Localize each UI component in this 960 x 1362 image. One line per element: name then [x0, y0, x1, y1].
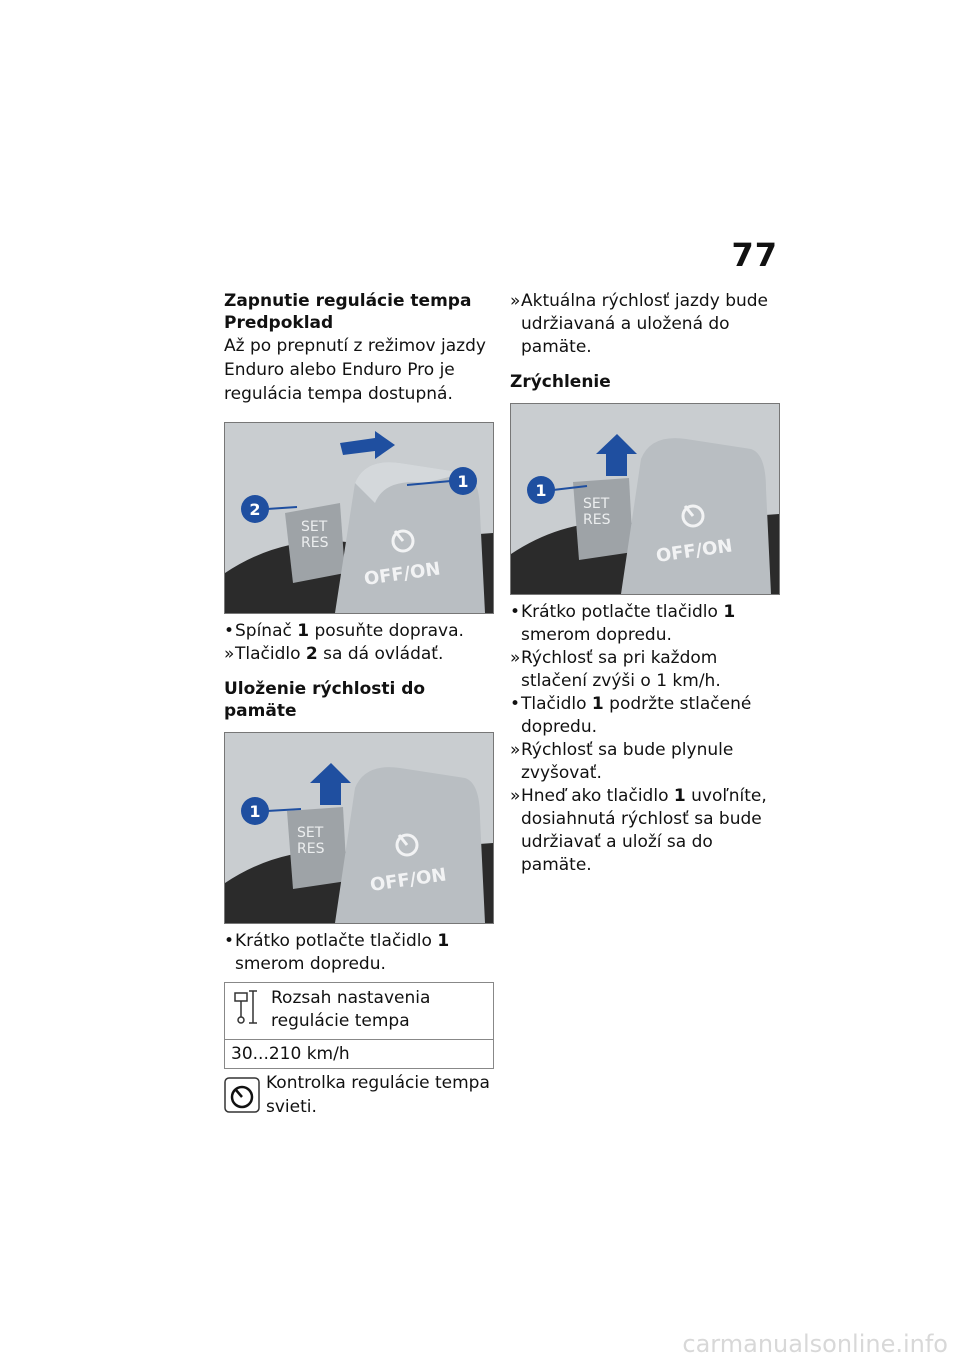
setting-range-icon [231, 987, 271, 1033]
res-label: RES [297, 841, 325, 857]
spec-table-label: Rozsah nastavenia regulácie tempa [271, 988, 431, 1031]
left-column [224, 290, 494, 1119]
spec-table [224, 982, 494, 1069]
cruise-control-lamp-icon [224, 1071, 266, 1119]
step-press-button: • Krátko potlačte tlačidlo 1 smerom dopredu. [224, 931, 450, 974]
res-label: RES [301, 535, 329, 551]
figure-button-push [224, 732, 494, 924]
spec-table-value: 30...210 km/h [231, 1044, 350, 1064]
callout-2: 2 [249, 500, 261, 519]
section-heading-enable: Zapnutie regulácie tempa [224, 291, 472, 311]
set-label: SET [297, 825, 324, 841]
figure-switch-slide [224, 422, 494, 614]
set-label: SET [301, 519, 328, 535]
figure-accelerate [510, 403, 780, 595]
callout-1: 1 [457, 472, 469, 491]
section-heading-store: Uloženie rýchlosti do pamäte [224, 679, 426, 721]
result-speed-held: » Hneď ako tlačidlo 1 uvoľníte, dosiahnutá rýchlosť sa bude udržiavať a uloží sa do pamäte. [510, 786, 767, 875]
offon-label: OFF/ON [362, 558, 442, 590]
offon-label: OFF/ON [368, 864, 448, 896]
page-number: 77 [731, 236, 778, 274]
result-speed-stored: » Aktuálna rýchlosť jazdy bude udržiavaná a uložená do pamäte. [510, 291, 769, 357]
indicator-note [224, 1071, 494, 1119]
right-column [510, 290, 780, 877]
step-hold-button: • Tlačidlo 1 podržte stlačené dopredu. [510, 694, 752, 737]
result-speed-increment: » Rýchlosť sa pri každom stlačení zvýši o 1 km/h. [510, 648, 721, 691]
result-speed-continuous: » Rýchlosť sa bude plynule zvyšovať. [510, 740, 734, 783]
spec-table-header [225, 983, 493, 1040]
result-button-usable: » Tlačidlo 2 sa dá ovládať. [224, 644, 444, 664]
res-label: RES [583, 512, 611, 528]
callout-1: 1 [535, 481, 547, 500]
offon-label: OFF/ON [654, 535, 734, 567]
indicator-note-text: Kontrolka regulácie tempa svieti. [266, 1073, 490, 1117]
callout-1: 1 [249, 802, 261, 821]
set-label: SET [583, 496, 610, 512]
section-heading-accelerate: Zrýchlenie [510, 372, 611, 392]
step-slide-switch: • Spínač 1 posuňte doprava. [224, 621, 464, 641]
prerequisite-text: Až po prepnutí z režimov jazdy Enduro alebo Enduro Pro je regulácia tempa dostupná. [224, 336, 486, 404]
subheading-prerequisite: Predpoklad [224, 313, 334, 333]
step-press-button: • Krátko potlačte tlačidlo 1 smerom dopredu. [510, 602, 736, 645]
footer-watermark: carmanualsonline.info [682, 1330, 948, 1358]
